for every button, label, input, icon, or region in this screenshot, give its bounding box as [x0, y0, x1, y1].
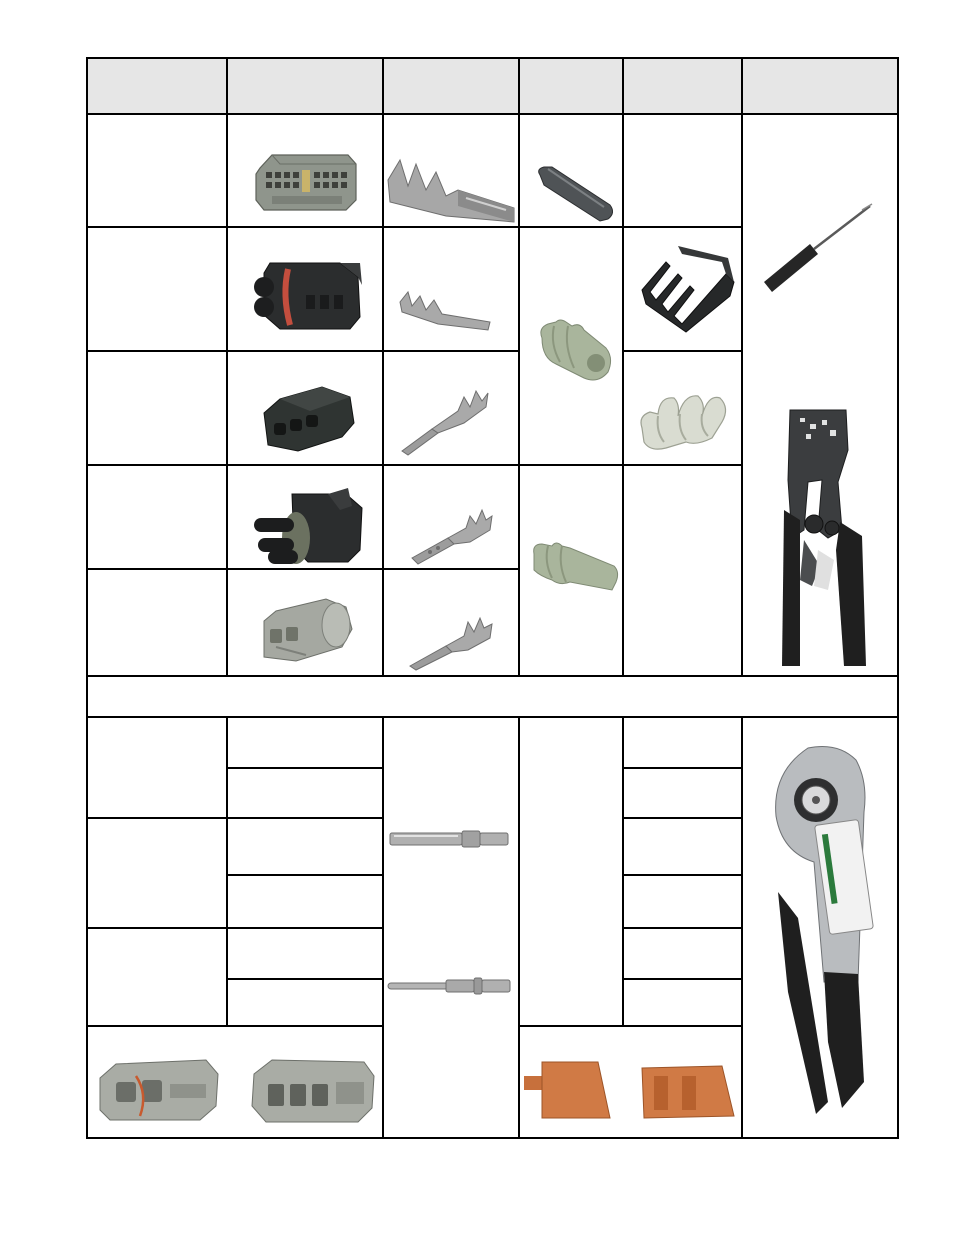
header-cell-4: [519, 58, 623, 113]
terminal-medium-icon: [398, 288, 493, 333]
header-cell-2: [227, 58, 383, 113]
terminal-removal-tool-icon: [762, 202, 874, 298]
ratchet-crimper-icon: [778, 410, 868, 666]
hdt-48-00-crimper-icon: [768, 742, 873, 1122]
wedgelock-pair-icon: [522, 1058, 736, 1124]
deutsch-pin-contact-icon: [386, 976, 512, 996]
wedgelock-front-view: [642, 1066, 734, 1118]
terminal-small-icon: [398, 385, 493, 457]
connector-black-3way-icon: [258, 383, 358, 455]
deutsch-socket-contact-icon: [388, 829, 510, 849]
wire-seal-icon: [536, 318, 616, 386]
connector-black-3pin-icon: [248, 488, 366, 570]
deutsch-connector-receptacle: [100, 1060, 218, 1120]
header-cell-6: [742, 58, 898, 113]
deutsch-connector-pair-icon: [96, 1054, 376, 1126]
wire-seal-icon: [530, 540, 620, 596]
connector-gray-2way-icon: [256, 595, 356, 667]
header-cell-1: [87, 58, 227, 113]
connector-black-4way-icon: [250, 255, 365, 335]
section-divider-row: [87, 676, 898, 717]
connector-gray-24pin-icon: [252, 150, 362, 215]
header-cell-3: [383, 58, 519, 113]
wedgelock-side-view: [524, 1062, 610, 1118]
cavity-plug-icon: [534, 165, 616, 223]
deutsch-connector-plug: [252, 1060, 374, 1122]
terminal-small-icon: [406, 610, 494, 670]
header-cell-5: [623, 58, 742, 113]
comb-seal-icon: [636, 386, 730, 454]
terminal-large-icon: [386, 150, 516, 225]
terminal-small-icon: [408, 506, 493, 566]
tpa-lock-black-icon: [638, 242, 738, 334]
